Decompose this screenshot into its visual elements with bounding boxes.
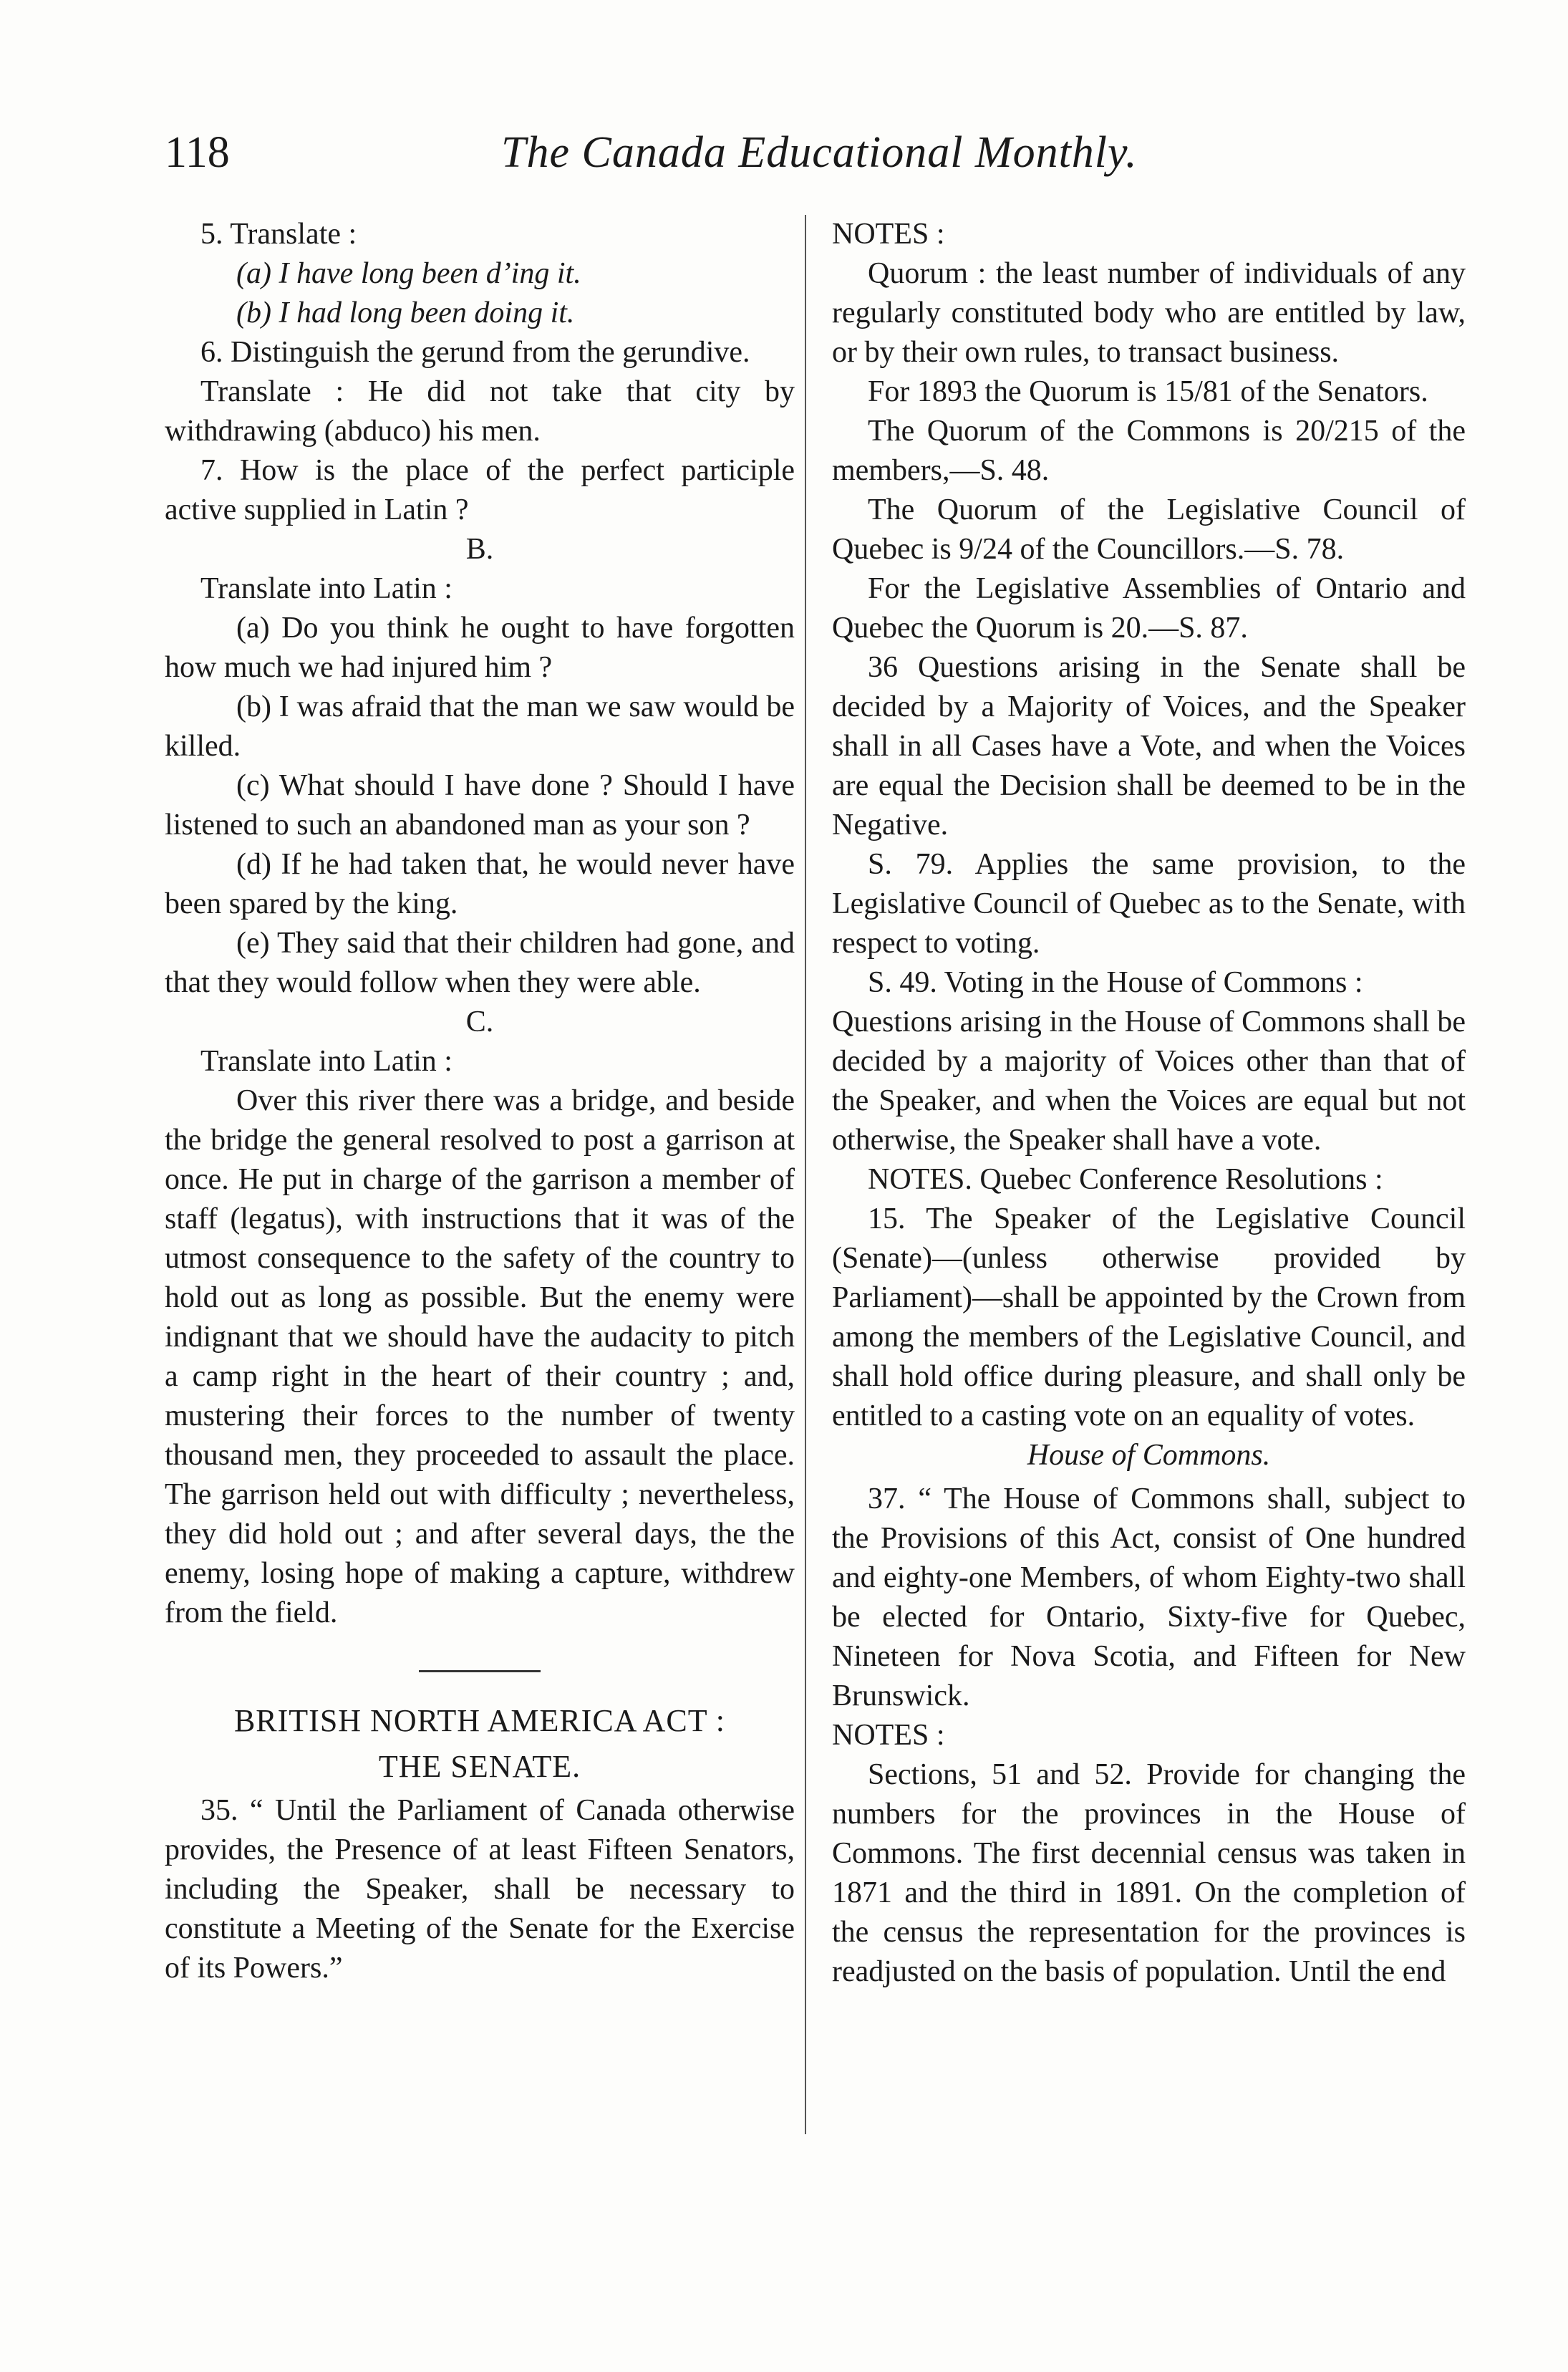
running-title: The Canada Educational Monthly. (501, 128, 1138, 177)
column-rule (805, 215, 806, 2134)
house-of-commons-heading: House of Commons. (1027, 1439, 1271, 1472)
left-column (165, 215, 795, 1988)
resolution-15: 15. The Speaker of the Legislative Council (Senate)—(unless otherwise provided by Parliament)—shall be appointed by the Crown from among the members of the Legislative Council, and shall hold office during pleasure, and shall only be entitled to a casting vote on an equality of votes. (832, 1202, 1466, 1432)
quorum-definition: Quorum : the least number of individuals of any regularly constituted body who are entitled by law, or by their own rules, to transact business. (832, 257, 1466, 369)
commons-quorum: The Quorum of the Commons is 20/215 of the members,—S. 48. (832, 415, 1466, 487)
question-6: 6. Distinguish the gerund from the gerundive. (200, 336, 750, 369)
section-c-passage: Over this river there was a bridge, and beside the bridge the general resolved to post a garrison at once. He put in charge of the garrison a member of staff (legatus), with instructions that it was of the utmost consequence to the safety of the country to hold out as long as possible. But the enemy were indignant that we should have the audacity to pitch a camp right in the heart of their country ; and, mustering their forces to the number of twenty thousand men, they proceeded to assault the place. The garrison held out with difficulty ; nevertheless, they did hold out ; and after several days, the the enemy, losing hope of making a capture, withdrew from the field. (165, 1084, 795, 1629)
page-number: 118 (165, 128, 230, 177)
question-6-translate: Translate : He did not take that city by withdrawing (abduco) his men. (165, 375, 795, 448)
quebec-council-quorum: The Quorum of the Legislative Council of Quebec is 9/24 of the Councillors.—S. 78. (832, 493, 1466, 566)
section-37: 37. “ The House of Commons shall, subject to the Provisions of this Act, consist of One hundred and eighty-one Members, of whom Eighty-two shall be elected for Ontario, Sixty-five for Quebec, Nineteen for Nova Scotia, and Fifteen for New Brunswick. (832, 1482, 1466, 1712)
senate-quorum-1893: For 1893 the Quorum is 15/81 of the Senators. (868, 375, 1428, 408)
exercise-b-c: (c) What should I have done ? Should I have listened to such an abandoned man as your son ? (165, 769, 795, 842)
page-header (165, 127, 1461, 192)
assemblies-quorum: For the Legislative Assemblies of Ontario and Quebec the Quorum is 20.—S. 87. (832, 572, 1466, 645)
section-49-body: Questions arising in the House of Commons shall be decided by a majority of Voices other than that of the Speaker, and when the Voices are equal but not otherwise, the Speaker shall have a vote. (832, 1006, 1466, 1157)
question-5a: (a) I have long been d’ing it. (236, 257, 581, 290)
senate-heading: THE SENATE. (378, 1749, 581, 1784)
section-36: 36 Questions arising in the Senate shall be decided by a Majority of Voices, and the Speaker shall in all Cases have a Vote, and when the Voices are equal the Decision shall be deemed to be in the Negative. (832, 651, 1466, 842)
section-35: 35. “ Until the Parliament of Canada otherwise provides, the Presence of at least Fifteen Senators, including the Speaker, shall be necessary to constitute a Meeting of the Senate for the Exercise of its Powers.” (165, 1794, 795, 1985)
section-divider (419, 1670, 541, 1672)
section-b-intro: Translate into Latin : (200, 572, 453, 605)
notes-heading-1: NOTES : (832, 218, 945, 251)
sections-51-52: Sections, 51 and 52. Provide for changing the numbers for the provinces in the House of Commons. The first decennial census was taken in 1871 and the third in 1891. On the completion of the census the representation for the provinces is readjusted on the basis of population. Until the end (832, 1758, 1466, 1988)
question-5: 5. Translate : (200, 218, 357, 251)
section-c-label: C. (465, 1006, 494, 1038)
section-c-intro: Translate into Latin : (200, 1045, 453, 1078)
exercise-b-e: (e) They said that their children had gone, and that they would follow when they were able. (165, 927, 795, 999)
notes-heading-2: NOTES : (832, 1719, 945, 1752)
exercise-b-d: (d) If he had taken that, he would never have been spared by the king. (165, 848, 795, 920)
quebec-resolutions-heading: NOTES. Quebec Conference Resolutions : (868, 1163, 1383, 1196)
question-7: 7. How is the place of the perfect participle active supplied in Latin ? (165, 454, 795, 526)
section-b-label: B. (465, 533, 494, 566)
question-5b: (b) I had long been doing it. (236, 296, 575, 329)
section-79: S. 79. Applies the same provision, to the Legislative Council of Quebec as to the Senate, with respect to voting. (832, 848, 1466, 960)
right-column (832, 215, 1466, 1992)
bna-act-heading: BRITISH NORTH AMERICA ACT : (233, 1703, 726, 1738)
exercise-b-b: (b) I was afraid that the man we saw would be killed. (165, 690, 795, 763)
section-49-heading: S. 49. Voting in the House of Commons : (868, 966, 1363, 999)
exercise-b-a: (a) Do you think he ought to have forgotten how much we had injured him ? (165, 612, 795, 684)
